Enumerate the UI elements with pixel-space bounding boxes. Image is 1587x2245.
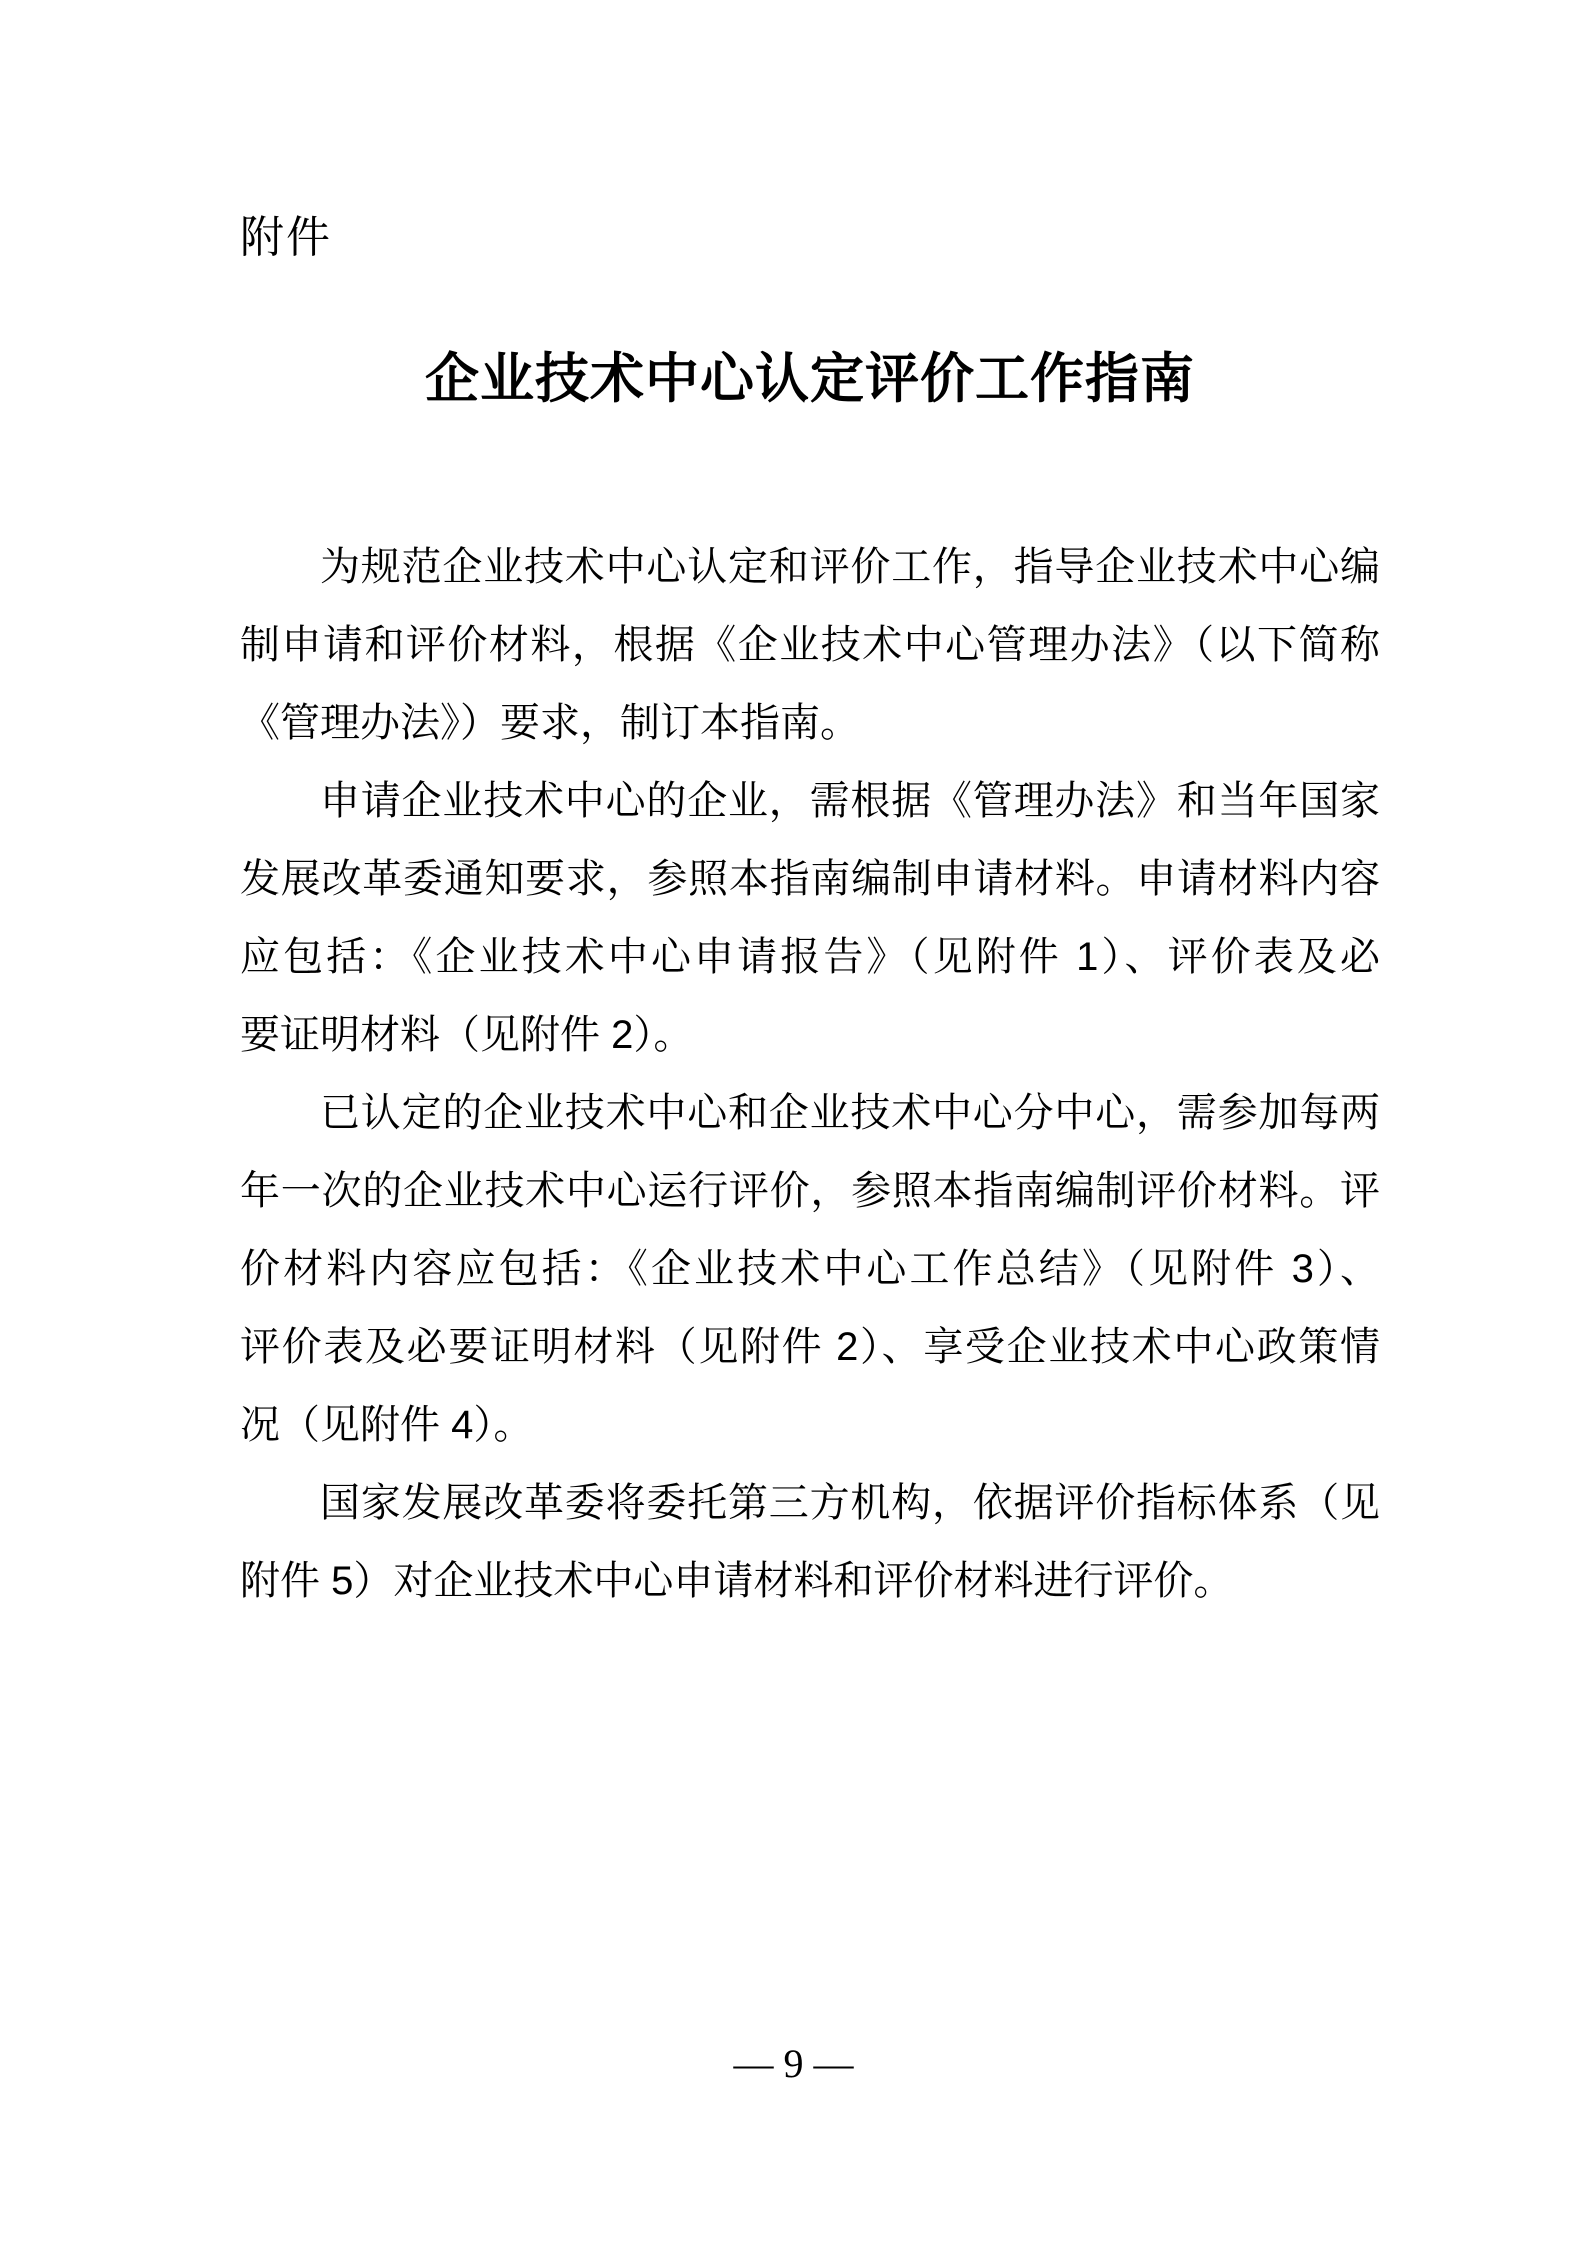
body-line: 《管理办法》）要求，制订本指南。	[240, 701, 860, 745]
body-line: 况（见附件 4）。	[240, 1403, 534, 1447]
body-line: 制申请和评价材料，根据《企业技术中心管理办法》（以下简称	[240, 623, 1380, 667]
body-line: 要证明材料（见附件 2）。	[240, 1013, 694, 1057]
body-line: 为规范企业技术中心认定和评价工作，指导企业技术中心编	[320, 545, 1380, 589]
page-number: — 9 —	[733, 2041, 854, 2086]
body-line: 价材料内容应包括：《企业技术中心工作总结》（见附件 3）、	[240, 1247, 1380, 1291]
body-line: 发展改革委通知要求，参照本指南编制申请材料。申请材料内容	[240, 857, 1380, 901]
body-line: 附件 5）对企业技术中心申请材料和评价材料进行评价。	[240, 1559, 1234, 1603]
body-line: 申请企业技术中心的企业，需根据《管理办法》和当年国家	[320, 779, 1380, 823]
body-line: 评价表及必要证明材料（见附件 2）、享受企业技术中心政策情	[240, 1325, 1380, 1369]
body-line: 应包括：《企业技术中心申请报告》（见附件 1）、评价表及必	[240, 935, 1380, 979]
body-line: 已认定的企业技术中心和企业技术中心分中心，需参加每两	[320, 1091, 1380, 1135]
document-body	[240, 528, 1380, 1620]
page-footer	[0, 2040, 1587, 2088]
body-line: 年一次的企业技术中心运行评价，参照本指南编制评价材料。评	[240, 1169, 1380, 1213]
document-title: 企业技术中心认定评价工作指南	[425, 349, 1195, 409]
attachment-label: 附件	[240, 213, 332, 262]
body-line: 国家发展改革委将委托第三方机构，依据评价指标体系（见	[320, 1481, 1380, 1525]
